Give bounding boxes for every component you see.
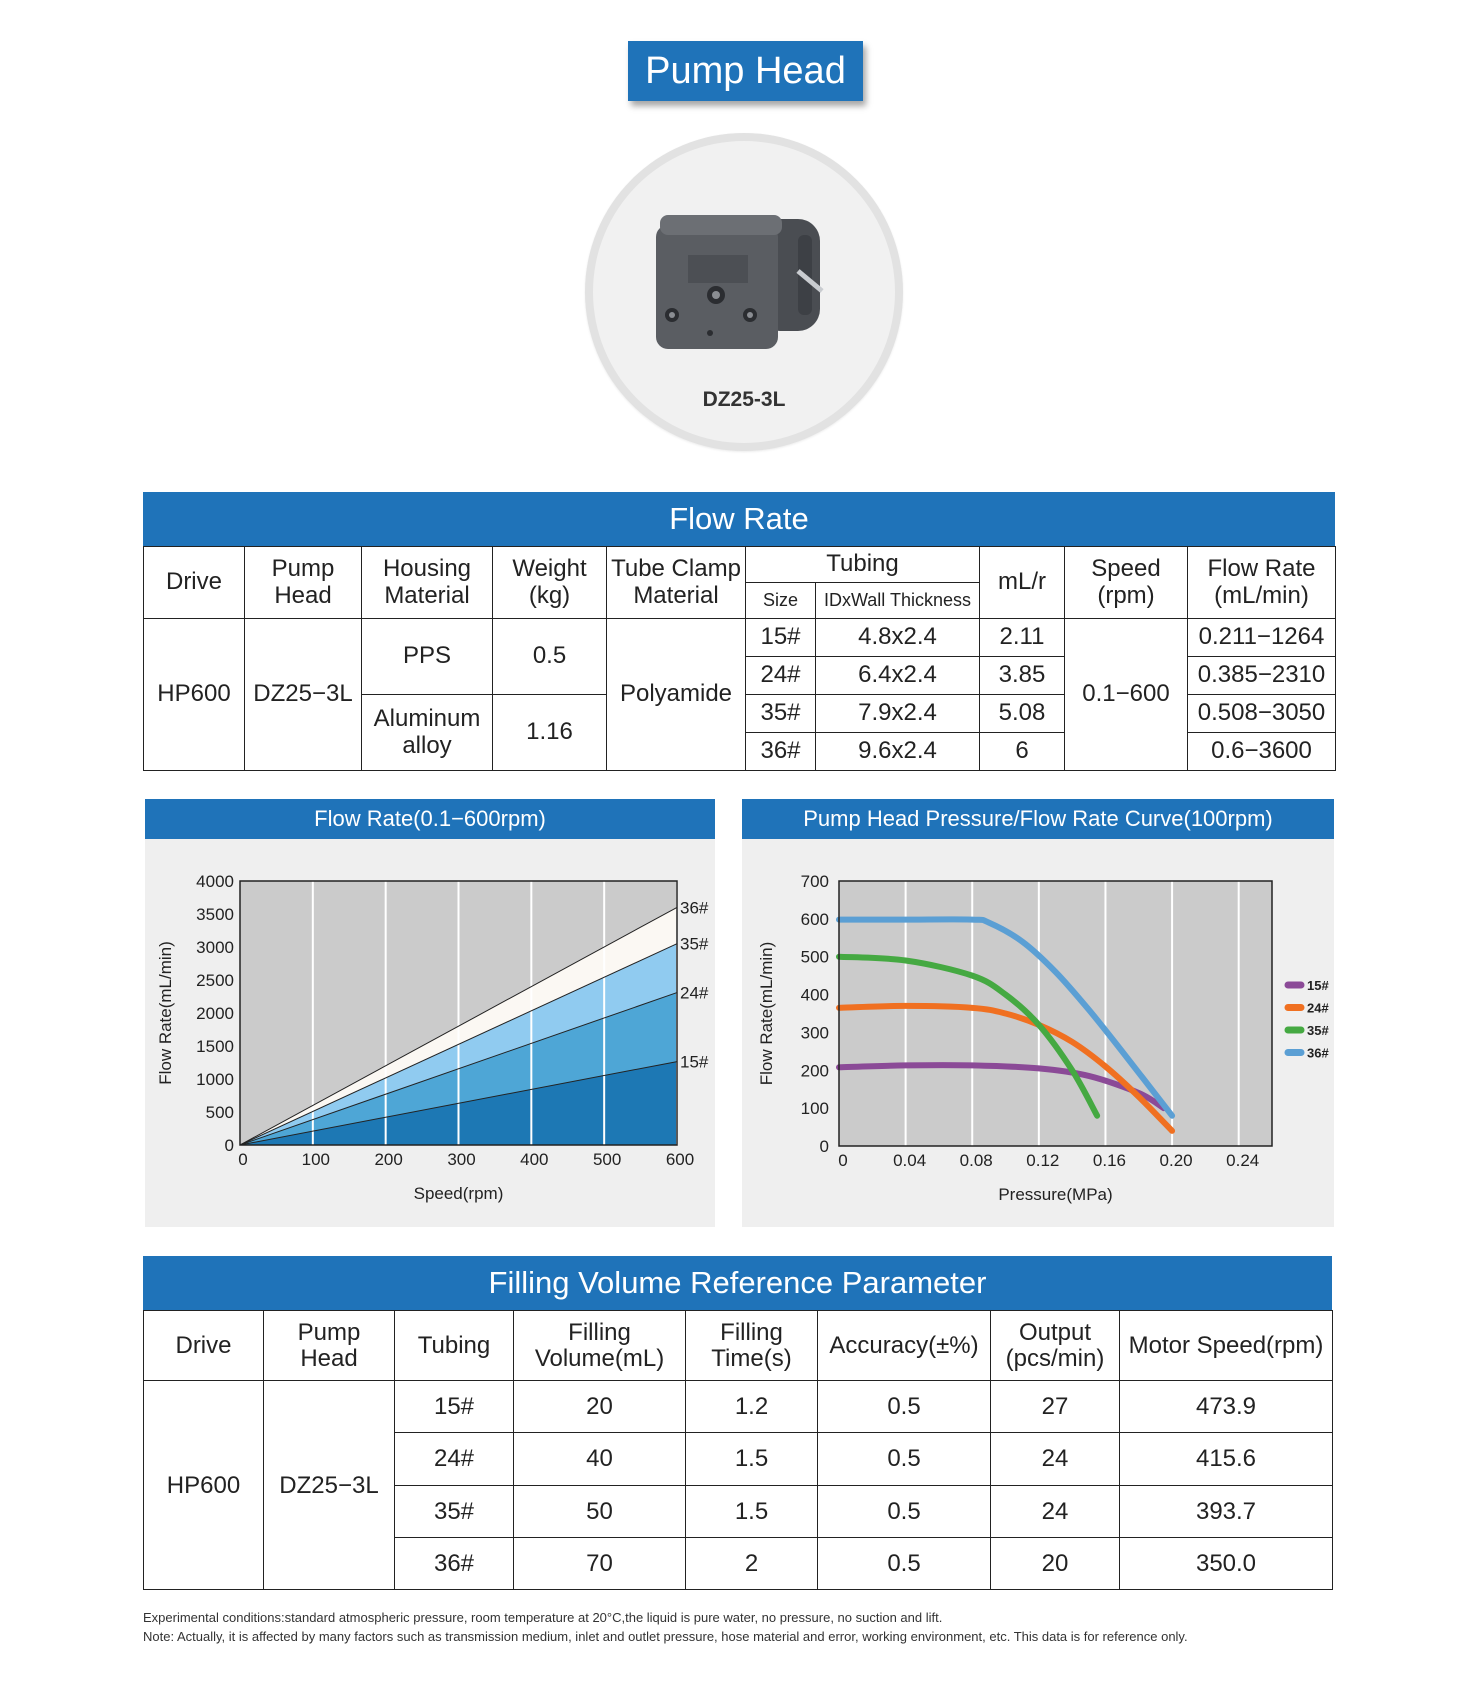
cell-idxwall: 6.4x2.4 [816,657,980,695]
pump-head-image [650,205,830,355]
cell-idxwall: 7.9x2.4 [816,695,980,733]
cell-housing-aluminum: Aluminum alloy [362,695,493,771]
flow-rate-chart [145,839,715,1227]
cell-volume: 50 [514,1485,686,1537]
y-tick-label: 200 [800,1061,829,1081]
cell-motor-speed: 350.0 [1120,1537,1333,1589]
x-tick-label: 0.20 [1159,1151,1193,1170]
header-filling-time: Filling Time(s) [686,1311,818,1381]
x-tick-label: 400 [520,1150,549,1169]
header-clamp-material: Tube Clamp Material [607,547,746,619]
y-tick-label: 3000 [196,938,234,957]
y-tick-label: 500 [205,1103,234,1122]
x-tick-label: 0.04 [893,1151,927,1170]
header-pump-head: Pump Head [245,547,362,619]
y-tick-label: 4000 [196,872,234,891]
series-label: 36# [680,898,709,918]
cell-idxwall: 9.6x2.4 [816,733,980,771]
y-tick-label: 500 [800,947,829,967]
cell-clamp-material: Polyamide [607,619,746,771]
cell-pump-head: DZ25−3L [245,619,362,771]
header-speed: Speed (rpm) [1065,547,1188,619]
header-tubing: Tubing [395,1311,514,1381]
cell-drive: HP600 [144,619,245,771]
cell-output: 24 [991,1433,1120,1485]
x-tick-label: 0.16 [1092,1151,1127,1170]
cell-volume: 20 [514,1381,686,1433]
cell-accuracy: 0.5 [818,1433,991,1485]
cell-time: 2 [686,1537,818,1589]
cell-weight-pps: 0.5 [493,619,607,695]
x-tick-label: 0.24 [1226,1151,1260,1170]
y-axis-label: Flow Rate(mL/min) [757,941,776,1086]
cell-ml-per-rev: 5.08 [980,695,1065,733]
cell-tubing: 15# [395,1381,514,1433]
cell-accuracy: 0.5 [818,1381,991,1433]
cell-ml-per-rev: 6 [980,733,1065,771]
y-tick-label: 0 [224,1136,234,1155]
cell-flow-rate: 0.385−2310 [1188,657,1336,695]
header-ml-per-rev: mL/r [980,547,1065,619]
filling-table [143,1310,1333,1590]
y-tick-label: 3500 [196,905,234,924]
legend-label: 35# [1307,1023,1329,1038]
x-tick-label: 500 [592,1150,622,1169]
header-pump-head: Pump Head [264,1311,395,1381]
header-tubing: Tubing [746,547,980,583]
cell-motor-speed: 393.7 [1120,1485,1333,1537]
header-drive: Drive [144,547,245,619]
footnote-conditions: Experimental conditions:standard atmospheric pressure, room temperature at 20°C,the liquid is pure water, no pressure, no suction and lift. [143,1610,943,1625]
y-tick-label: 1000 [196,1070,234,1089]
series-label: 24# [680,983,709,1003]
x-tick-label: 200 [374,1150,403,1169]
header-size: Size [746,583,816,619]
cell-idxwall: 4.8x2.4 [816,619,980,657]
cell-flow-rate: 0.6−3600 [1188,733,1336,771]
cell-pump-head: DZ25−3L [264,1381,395,1590]
cell-volume: 70 [514,1537,686,1589]
legend-label: 24# [1307,1000,1329,1016]
chart2-title: Pump Head Pressure/Flow Rate Curve(100rpm) [742,799,1334,839]
cell-flow-rate: 0.211−1264 [1188,619,1336,657]
cell-size: 24# [746,657,816,695]
cell-accuracy: 0.5 [818,1485,991,1537]
legend-label: 15# [1307,978,1329,993]
y-tick-label: 2500 [196,971,234,990]
y-tick-label: 0 [819,1137,829,1156]
cell-size: 35# [746,695,816,733]
cell-ml-per-rev: 2.11 [980,619,1065,657]
series-label: 15# [680,1052,709,1072]
cell-drive: HP600 [144,1381,264,1590]
header-accuracy: Accuracy(±%) [818,1311,991,1381]
y-tick-label: 100 [800,1099,829,1119]
cell-housing-pps: PPS [362,619,493,695]
cell-tubing: 36# [395,1537,514,1589]
flow-rate-table [143,546,1336,771]
filling-title: Filling Volume Reference Parameter [143,1256,1332,1310]
cell-output: 24 [991,1485,1120,1537]
header-output: Output (pcs/min) [991,1311,1120,1381]
pressure-flow-chart [742,839,1334,1227]
series-label: 35# [680,934,709,954]
x-tick-label: 600 [665,1150,695,1169]
chart1-title: Flow Rate(0.1−600rpm) [145,799,715,839]
y-tick-label: 600 [800,909,829,929]
cell-output: 27 [991,1381,1120,1433]
footnote-note: Note: Actually, it is affected by many factors such as transmission medium, inlet and outlet pressure, hose material and error, working environment, etc. This data is for reference only. [143,1629,1188,1644]
cell-time: 1.5 [686,1433,818,1485]
header-weight: Weight (kg) [493,547,607,619]
cell-volume: 40 [514,1433,686,1485]
cell-time: 1.5 [686,1485,818,1537]
cell-time: 1.2 [686,1381,818,1433]
x-tick-label: 0 [238,1150,248,1169]
cell-weight-aluminum: 1.16 [493,695,607,771]
cell-tubing: 35# [395,1485,514,1537]
cell-size: 36# [746,733,816,771]
cell-ml-per-rev: 3.85 [980,657,1065,695]
cell-tubing: 24# [395,1433,514,1485]
x-tick-label: 0 [838,1151,848,1170]
x-tick-label: 0.08 [959,1151,993,1170]
cell-motor-speed: 415.6 [1120,1433,1333,1485]
cell-flow-rate: 0.508−3050 [1188,695,1336,733]
y-tick-label: 700 [800,872,829,891]
x-axis-label: Speed(rpm) [413,1184,504,1203]
legend-label: 36# [1307,1045,1329,1061]
header-motor-speed: Motor Speed(rpm) [1120,1311,1333,1381]
product-label: DZ25-3L [702,388,786,411]
chart2-panel [742,839,1334,1227]
y-tick-label: 1500 [196,1037,234,1056]
page-title: Pump Head [628,41,863,101]
header-flow-rate: Flow Rate (mL/min) [1188,547,1336,619]
x-tick-label: 300 [447,1150,476,1169]
x-tick-label: 100 [301,1150,331,1169]
header-housing-material: Housing Material [362,547,493,619]
cell-output: 20 [991,1537,1120,1589]
y-tick-label: 400 [800,985,829,1005]
cell-speed: 0.1−600 [1065,619,1188,771]
cell-accuracy: 0.5 [818,1537,991,1589]
y-tick-label: 300 [800,1023,829,1043]
y-tick-label: 2000 [196,1004,234,1023]
header-drive: Drive [144,1311,264,1381]
chart1-panel [145,839,715,1227]
header-idxwall: IDxWall Thickness [816,583,980,619]
header-filling-volume: Filling Volume(mL) [514,1311,686,1381]
flow-rate-title: Flow Rate [143,492,1335,546]
x-axis-label: Pressure(MPa) [998,1185,1113,1204]
cell-motor-speed: 473.9 [1120,1381,1333,1433]
x-tick-label: 0.12 [1026,1151,1060,1170]
cell-size: 15# [746,619,816,657]
y-axis-label: Flow Rate(mL/min) [156,941,175,1085]
